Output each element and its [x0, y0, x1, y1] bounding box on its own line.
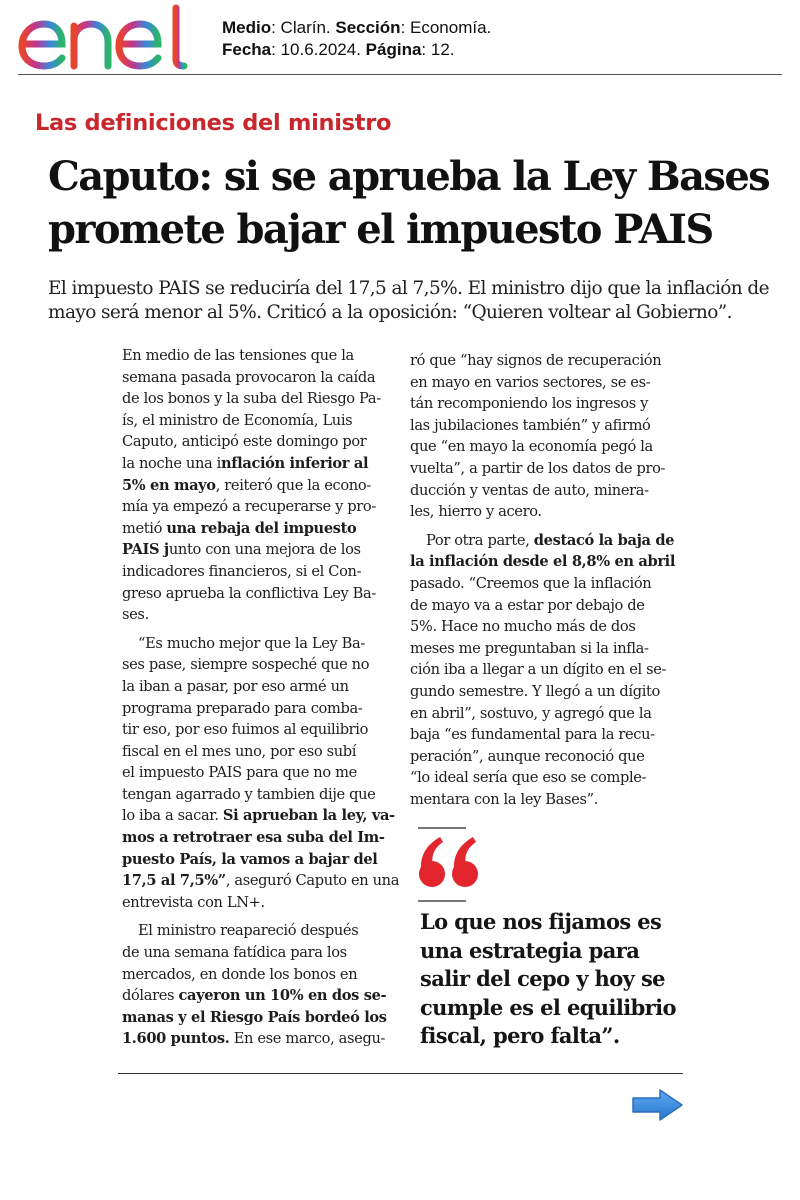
- text-run: mía ya empezó a recuperarse y pro-: [122, 498, 376, 516]
- text-run: la noche una i: [122, 454, 221, 472]
- text-run: , aseguró Caputo en una: [225, 872, 400, 890]
- clipping-metadata: [222, 17, 491, 61]
- bold-text-run: manas y el Riesgo País bordeó los: [122, 1008, 387, 1026]
- article-column-left: [122, 345, 400, 1050]
- meta-value: : Economía.: [400, 18, 492, 37]
- text-line: [122, 762, 392, 784]
- text-run: ró que “hay signos de recuperación: [410, 352, 662, 369]
- article-title: [48, 150, 778, 256]
- meta-value: : Clarín.: [271, 18, 336, 37]
- text-run: ses pase, siempre sospeché que no: [122, 656, 370, 674]
- text-run: peración”, aunque reconoció que: [410, 747, 645, 765]
- text-line: [122, 719, 392, 741]
- lede-line: mayo será menor al 5%. Criticó a la oposición: “Quieren voltear al Gobierno”.: [48, 302, 732, 323]
- text-line: [122, 518, 392, 540]
- text-line: [122, 345, 392, 367]
- text-run: la iban a pasar, por eso armé un: [122, 677, 349, 695]
- quotation-mark-icon: [412, 818, 492, 898]
- text-run: meses me preguntaban si la infla-: [410, 639, 649, 657]
- text-run: En medio de las tensiones que la: [122, 347, 354, 364]
- text-run: “lo ideal sería que eso se comple-: [410, 769, 647, 787]
- text-line: [410, 415, 682, 437]
- text-line: [122, 539, 392, 561]
- text-line: [410, 595, 682, 617]
- text-run: en abril”, sostuvo, y agregó que la: [410, 704, 652, 722]
- article-bottom-rule: [118, 1073, 683, 1074]
- text-line: [410, 480, 682, 502]
- bold-text-run: destacó la baja de: [533, 531, 675, 549]
- pull-quote-line: Lo que nos fijamos es: [420, 909, 662, 934]
- text-run: , reiteró que la econo-: [215, 476, 371, 494]
- bold-text-run: 5% en mayo: [122, 476, 216, 494]
- text-run: unto con una mejora de los: [168, 541, 361, 559]
- text-line: [122, 741, 392, 763]
- meta-label: Página: [365, 40, 422, 59]
- text-run: ción iba a llegar a un dígito en el se-: [410, 661, 667, 679]
- text-run: mentara con la ley Bases”.: [410, 790, 598, 808]
- pull-quote-line: cumple es el equilibrio: [420, 994, 676, 1020]
- text-run: mercados, en donde los bonos en: [122, 965, 358, 983]
- text-line: [410, 789, 682, 811]
- text-line: [122, 964, 392, 986]
- meta-line-date: [222, 39, 491, 61]
- text-run: ducción y ventas de auto, minera-: [410, 481, 649, 499]
- text-run: en mayo en varios sectores, se es-: [410, 373, 651, 391]
- text-line: [410, 436, 682, 458]
- text-line: [410, 458, 682, 480]
- bold-text-run: una rebaja del impuesto: [166, 519, 357, 537]
- text-run: ís, el ministro de Economía, Luis: [122, 411, 353, 429]
- text-line: [122, 1007, 392, 1029]
- paragraph-gap: [122, 913, 392, 920]
- text-run: les, hierro y acero.: [410, 503, 542, 521]
- text-line: [122, 698, 392, 720]
- header-divider: [18, 74, 782, 75]
- text-line: [410, 551, 682, 573]
- bold-text-run: nflación inferior al: [220, 454, 369, 472]
- meta-line-source: [222, 17, 491, 39]
- text-line: [410, 767, 682, 789]
- text-run: de los bonos y la suba del Riesgo Pa-: [122, 390, 381, 408]
- bold-text-run: cayeron un 10% en dos se-: [178, 987, 387, 1005]
- text-line: [122, 805, 395, 827]
- text-run: En ese marco, asegu-: [229, 1030, 386, 1048]
- text-line: [122, 676, 392, 698]
- meta-label: Medio: [222, 18, 272, 37]
- text-run: semana pasada provocaron la caída: [122, 368, 376, 386]
- paragraph-gap: [122, 626, 392, 633]
- text-run: tengan agarrado y tambien dije que: [122, 785, 376, 803]
- text-line: [410, 350, 682, 372]
- text-line: [122, 784, 392, 806]
- text-run: baja “es fundamental para la recu-: [410, 726, 655, 744]
- pull-quote: [420, 908, 700, 1051]
- text-run: indicadores financieros, si el Con-: [122, 562, 362, 580]
- text-run: pasado. “Creemos que la inflación: [410, 574, 652, 592]
- text-run: gundo semestre. Y llegó a un dígito: [410, 682, 660, 700]
- text-line: [122, 870, 400, 892]
- text-line: [410, 703, 682, 725]
- text-line: [122, 892, 392, 914]
- article-kicker: Las definiciones del ministro: [35, 110, 392, 136]
- text-line: [122, 849, 392, 871]
- text-run: vuelta”, a partir de los datos de pro-: [410, 459, 666, 477]
- next-page-arrow-icon[interactable]: [630, 1088, 686, 1122]
- text-line: [122, 431, 392, 453]
- text-run: las jubilaciones también” y afirmó: [410, 416, 651, 434]
- text-line: [122, 985, 392, 1007]
- bold-text-run: Si aprueban la ley, va-: [222, 807, 395, 825]
- text-run: greso aprueba la conflictiva Ley Ba-: [122, 584, 376, 602]
- text-line: [122, 561, 392, 583]
- bold-text-run: puesto País, la vamos a bajar del: [122, 850, 378, 868]
- text-run: 5%. Hace no mucho más de dos: [410, 618, 636, 636]
- text-line: [122, 410, 392, 432]
- pull-quote-line: fiscal, pero falta”.: [420, 1023, 620, 1048]
- enel-logo: [16, 4, 192, 72]
- bold-text-run: la inflación desde el 8,8% en abril: [410, 553, 676, 571]
- text-run: Por otra parte,: [426, 531, 534, 549]
- text-line: [122, 654, 392, 676]
- text-line: [410, 616, 682, 638]
- text-run: entrevista con LN+.: [122, 893, 265, 911]
- text-line: [410, 659, 682, 681]
- clipping-header: [0, 0, 800, 78]
- text-line: [122, 1028, 392, 1050]
- text-run: programa preparado para comba-: [122, 699, 363, 717]
- text-line: [410, 638, 682, 660]
- text-line: [410, 393, 682, 415]
- text-line: [122, 942, 392, 964]
- title-line: promete bajar el impuesto PAIS: [48, 206, 713, 253]
- meta-value: : 12.: [421, 40, 455, 59]
- text-run: fiscal en el mes uno, por eso subí: [122, 742, 357, 760]
- bold-text-run: 1.600 puntos.: [122, 1030, 230, 1048]
- text-run: El ministro reapareció después: [138, 922, 359, 940]
- text-line: [122, 367, 392, 389]
- text-line: [122, 453, 392, 475]
- text-line: [410, 501, 682, 523]
- title-line: Caputo: si se aprueba la Ley Bases: [48, 153, 770, 200]
- text-run: metió: [122, 519, 167, 537]
- text-run: Caputo, anticipó este domingo por: [122, 433, 367, 451]
- bold-text-run: PAIS j: [122, 541, 169, 559]
- meta-label: Fecha: [222, 40, 272, 59]
- article-lede: [48, 277, 768, 325]
- text-line: [122, 827, 392, 849]
- paragraph-gap: [410, 523, 682, 530]
- text-run: ses.: [122, 606, 149, 624]
- logo-wordmark: [16, 4, 192, 72]
- text-run: dólares: [122, 987, 179, 1005]
- text-run: tán recomponiendo los ingresos y: [410, 395, 649, 413]
- text-run: tir eso, por eso fuimos al equilibrio: [122, 721, 369, 739]
- text-line: [122, 920, 392, 942]
- text-line: [410, 746, 682, 768]
- text-line: [122, 583, 392, 605]
- text-line: [122, 475, 392, 497]
- text-run: de mayo va a estar por debajo de: [410, 596, 645, 614]
- lede-line: El impuesto PAIS se reduciría del 17,5 al 7,5%. El ministro dijo que la inflación de: [48, 278, 769, 299]
- meta-value: : 10.6.2024.: [271, 40, 366, 59]
- text-line: [410, 573, 682, 595]
- text-run: el impuesto PAIS para que no me: [122, 764, 357, 782]
- article-column-right: [410, 350, 682, 810]
- text-line: [122, 496, 392, 518]
- text-line: [410, 530, 682, 552]
- text-run: “Es mucho mejor que la Ley Ba-: [138, 634, 365, 652]
- text-line: [410, 724, 682, 746]
- text-run: lo iba a sacar.: [122, 807, 223, 825]
- quote-rule-bottom: [418, 900, 466, 902]
- meta-label: Sección: [335, 18, 401, 37]
- text-line: [122, 633, 392, 655]
- text-line: [122, 388, 392, 410]
- pull-quote-line: salir del cepo y hoy se: [420, 966, 665, 991]
- text-line: [410, 372, 682, 394]
- text-run: que “en mayo la economía pegó la: [410, 438, 653, 456]
- pull-quote-line: una estrategia para: [420, 937, 640, 963]
- bold-text-run: mos a retrotraer esa suba del Im-: [122, 829, 385, 847]
- text-line: [410, 681, 682, 703]
- text-line: [122, 604, 392, 626]
- bold-text-run: 17,5 al 7,5%”: [122, 872, 226, 890]
- text-run: de una semana fatídica para los: [122, 944, 347, 962]
